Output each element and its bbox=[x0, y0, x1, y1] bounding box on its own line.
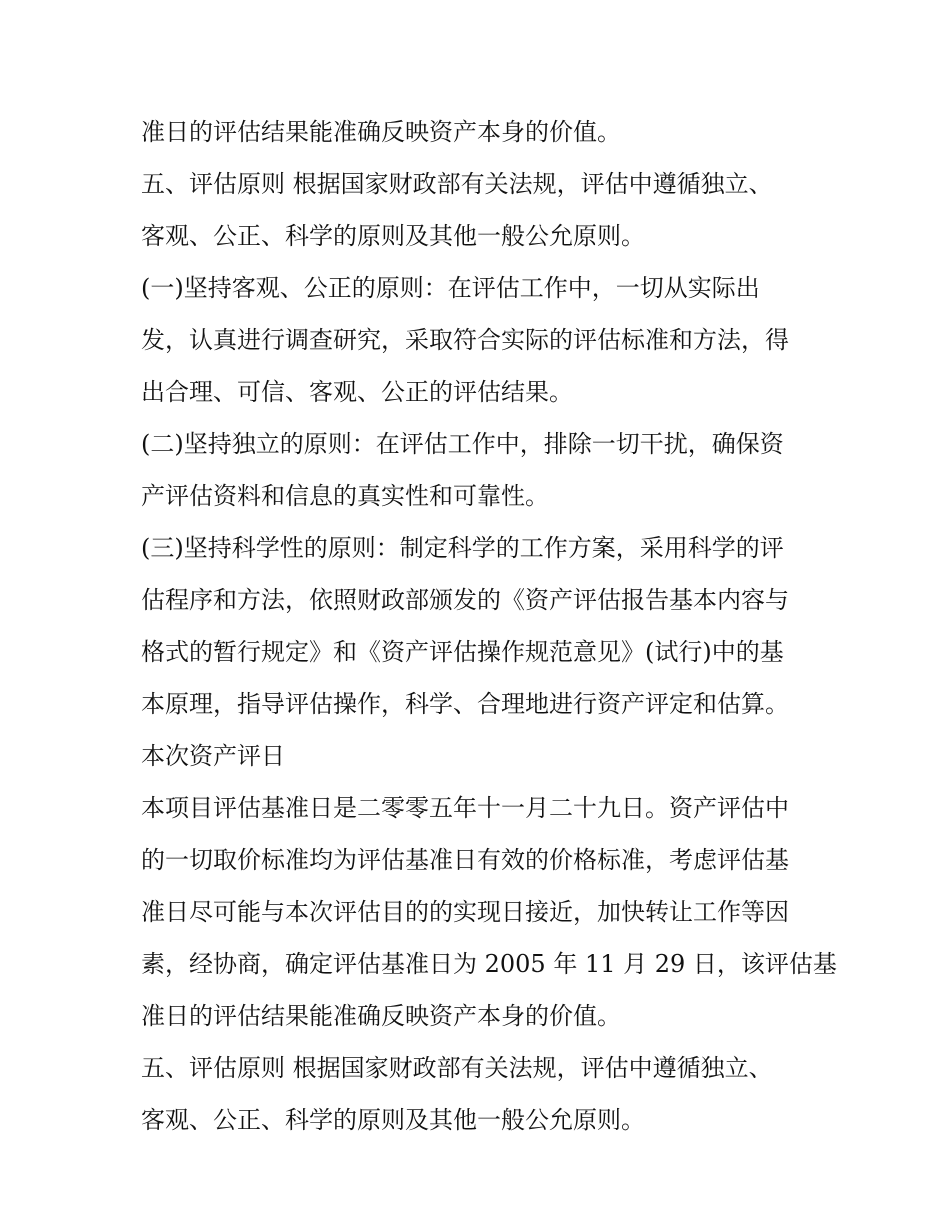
text-line: 本原理，指导评估操作，科学、合理地进行资产评定和估算。 bbox=[141, 690, 789, 718]
text-line: 产评估资料和信息的真实性和可靠性。 bbox=[141, 482, 549, 510]
text-line: 本项目评估基准日是二零零五年十一月二十九日。资产评估中 bbox=[141, 794, 789, 822]
text-line: 五、评估原则 根据国家财政部有关法规，评估中遵循独立、 bbox=[141, 170, 773, 198]
text-line: 的一切取价标准均为评估基准日有效的价格标准，考虑评估基 bbox=[141, 846, 789, 874]
text-line: (一)坚持客观、公正的原则：在评估工作中，一切从实际出 bbox=[141, 274, 760, 302]
text-line: (三)坚持科学性的原则：制定科学的工作方案，采用科学的评 bbox=[141, 534, 784, 562]
text-line: 格式的暂行规定》和《资产评估操作规范意见》(试行)中的基 bbox=[141, 638, 784, 666]
text-line: 五、评估原则 根据国家财政部有关法规，评估中遵循独立、 bbox=[141, 1054, 773, 1082]
text-line: 准日的评估结果能准确反映资产本身的价值。 bbox=[141, 118, 621, 146]
text-line: 客观、公正、科学的原则及其他一般公允原则。 bbox=[141, 1106, 645, 1134]
text-line: 发，认真进行调查研究，采取符合实际的评估标准和方法，得 bbox=[141, 326, 789, 354]
text-line: 出合理、可信、客观、公正的评估结果。 bbox=[141, 378, 573, 406]
text-line: 准日尽可能与本次评估目的的实现日接近，加快转让工作等因 bbox=[141, 898, 789, 926]
text-line: 准日的评估结果能准确反映资产本身的价值。 bbox=[141, 1002, 621, 1030]
text-line: 客观、公正、科学的原则及其他一般公允原则。 bbox=[141, 222, 645, 250]
text-line: (二)坚持独立的原则：在评估工作中，排除一切干扰，确保资 bbox=[141, 430, 784, 458]
document-body bbox=[141, 106, 837, 1146]
section-heading: 本次资产评日 bbox=[141, 742, 285, 770]
text-line: 素，经协商，确定评估基准日为 2005 年 11 月 29 日，该评估基 bbox=[141, 950, 837, 978]
text-line: 估程序和方法，依照财政部颁发的《资产评估报告基本内容与 bbox=[141, 586, 789, 614]
